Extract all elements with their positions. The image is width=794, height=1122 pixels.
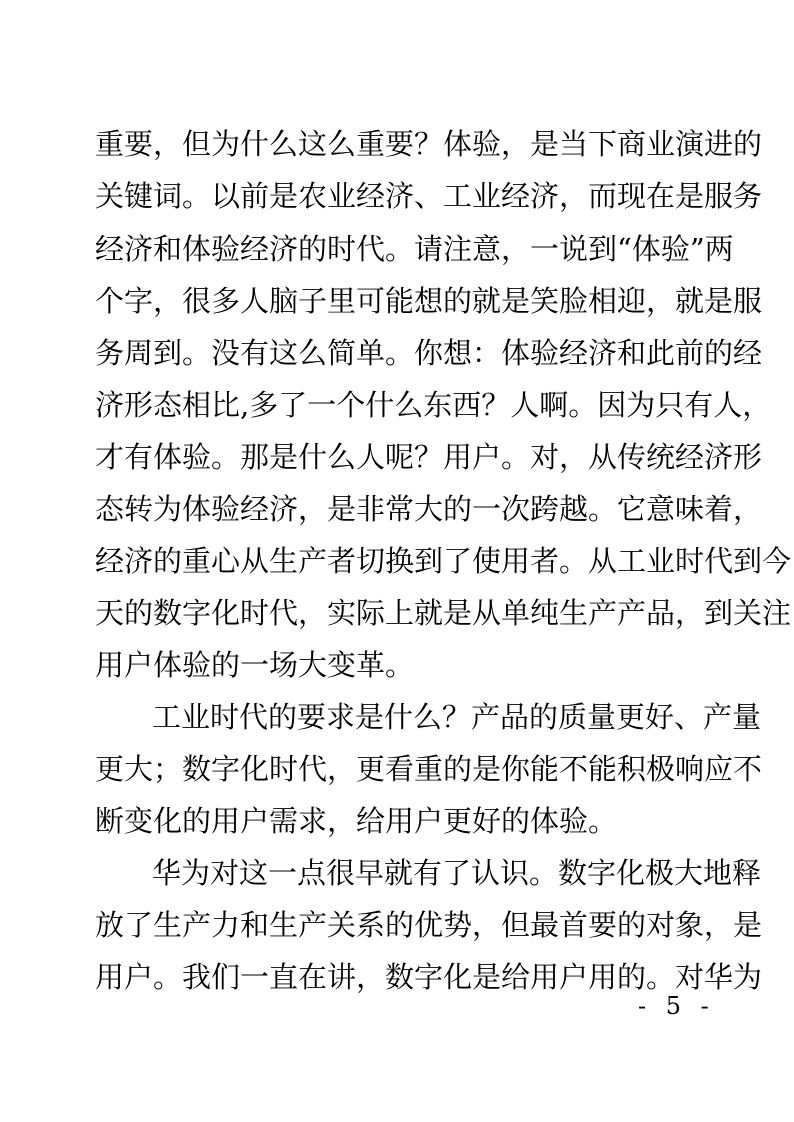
text-line-4: 个字，很多人脑子里可能想的就是笑脸相迎，就是服	[95, 284, 763, 318]
text-line-13: 更大；数字化时代，更看重的是你能不能积极响应不	[95, 752, 763, 786]
text-line-8: 态转为体验经济，是非常大的一次跨越。它意味着，	[95, 492, 763, 526]
text-line-1: 重要，但为什么这么重要？体验，是当下商业演进的	[95, 127, 763, 161]
text-line-7: 才有体验。那是什么人呢？用户。对，从传统经济形	[95, 440, 763, 474]
page-number: - 5 -	[638, 992, 715, 1020]
text-line-11: 用户体验的一场大变革。	[95, 648, 415, 682]
text-line-14: 断变化的用户需求，给用户更好的体验。	[95, 804, 618, 838]
text-line-16: 放了生产力和生产关系的优势，但最首要的对象，是	[95, 908, 763, 942]
text-line-9: 经济的重心从生产者切换到了使用者。从工业时代到今	[95, 544, 792, 578]
text-line-2: 关键词。以前是农业经济、工业经济，而现在是服务	[95, 179, 763, 213]
text-line-6: 济形态相比,多了一个什么东西？人啊。因为只有人，	[95, 388, 772, 422]
text-line-12: 工业时代的要求是什么？产品的质量更好、产量	[152, 700, 762, 734]
text-line-15: 华为对这一点很早就有了认识。数字化极大地释	[152, 856, 762, 890]
text-line-10: 天的数字化时代，实际上就是从单纯生产产品，到关注	[95, 596, 792, 630]
text-line-3: 经济和体验经济的时代。请注意，一说到“体验”两	[95, 232, 734, 266]
text-line-5: 务周到。没有这么简单。你想：体验经济和此前的经	[95, 336, 763, 370]
text-line-17: 用户。我们一直在讲，数字化是给用户用的。对华为	[95, 960, 763, 994]
